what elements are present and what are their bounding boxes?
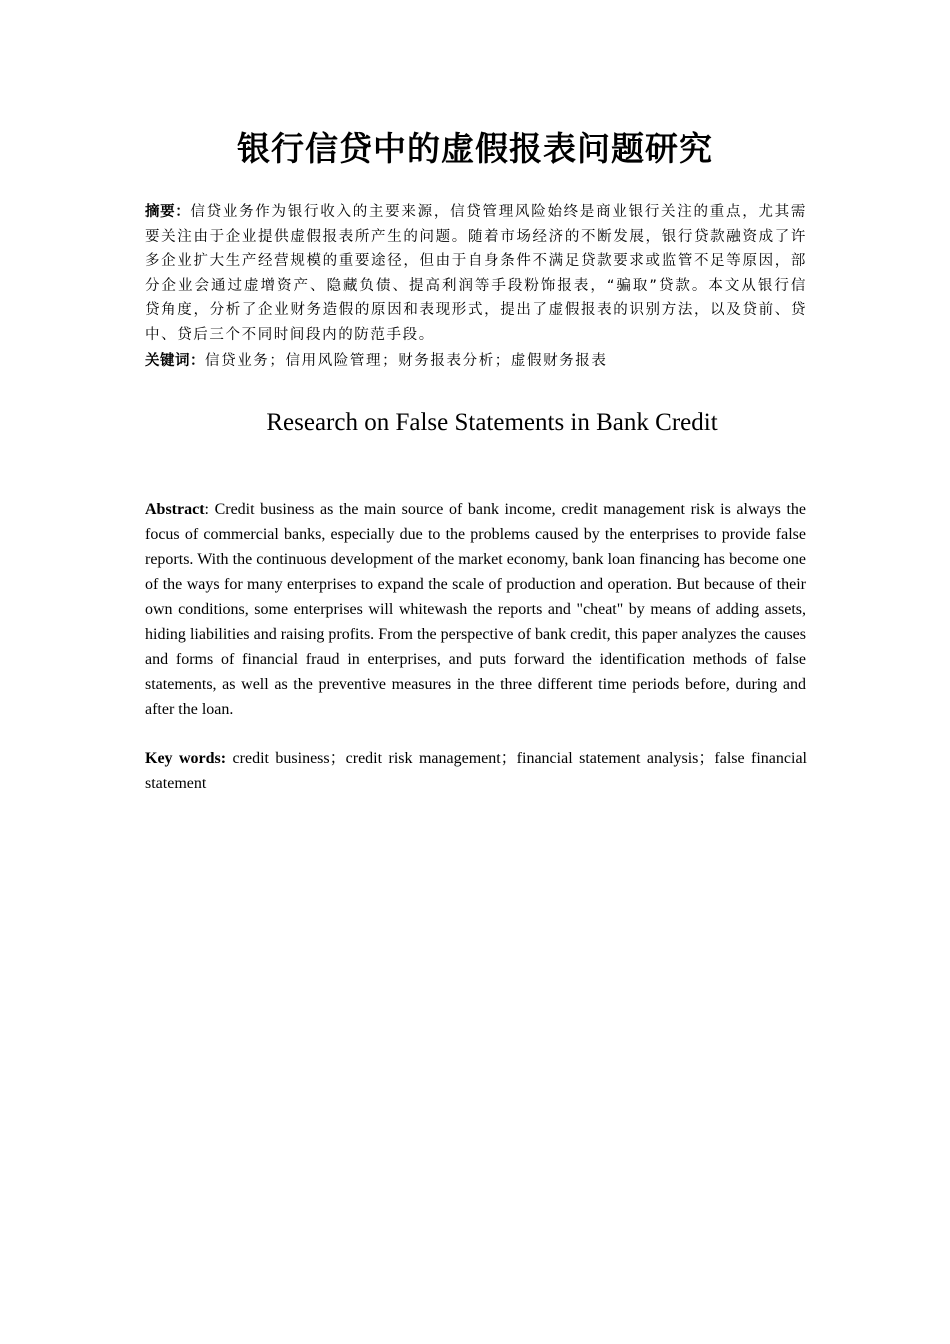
english-abstract bbox=[145, 497, 806, 722]
english-keywords bbox=[145, 746, 807, 796]
chinese-abstract bbox=[145, 200, 807, 348]
english-abstract-label: Abstract bbox=[145, 501, 205, 518]
chinese-keywords-label: 关键词： bbox=[145, 353, 205, 369]
english-keywords-text: credit business；credit risk management；financial statement analysis；false financial statement bbox=[145, 750, 807, 792]
english-title: Research on False Statements in Bank Credit bbox=[266, 409, 718, 436]
english-abstract-text: : Credit business as the main source of bank income, credit management risk is always the focus of commercial banks, especially due to the problems caused by the enterprises to provide false reports. With the continuous development of the market economy, bank loan financing has become one of the ways for many enterprises to expand the scale of production and operation. But because of their own conditions, some enterprises will whitewash the reports and "cheat" by means of adding assets, hiding liabilities and raising profits. From the perspective of bank credit, this paper analyzes the causes and forms of financial fraud in enterprises, and puts forward the identification methods of false statements, as well as the preventive measures in the three different time periods before, during and after the loan. bbox=[145, 501, 806, 718]
english-keywords-label: Key words: bbox=[145, 750, 227, 767]
chinese-title: 银行信贷中的虚假报表问题研究 bbox=[237, 129, 713, 168]
chinese-keywords-text: 信贷业务；信用风险管理；财务报表分析；虚假财务报表 bbox=[205, 353, 608, 369]
chinese-abstract-text: 信贷业务作为银行收入的主要来源，信贷管理风险始终是商业银行关注的重点，尤其需要关注由于企业提供虚假报表所产生的问题。随着市场经济的不断发展，银行贷款融资成了许多企业扩大生产经营规模的重要途径，但由于自身条件不满足贷款要求或监管不足等原因，部分企业会通过虚增资产、隐藏负债、提高利润等手段粉饰报表，“骗取”贷款。本文从银行信贷角度，分析了企业财务造假的原因和表现形式，提出了虚假报表的识别方法，以及贷前、贷中、贷后三个不同时间段内的防范手段。 bbox=[145, 204, 807, 343]
chinese-keywords bbox=[145, 349, 807, 374]
chinese-abstract-label: 摘要： bbox=[145, 204, 191, 220]
